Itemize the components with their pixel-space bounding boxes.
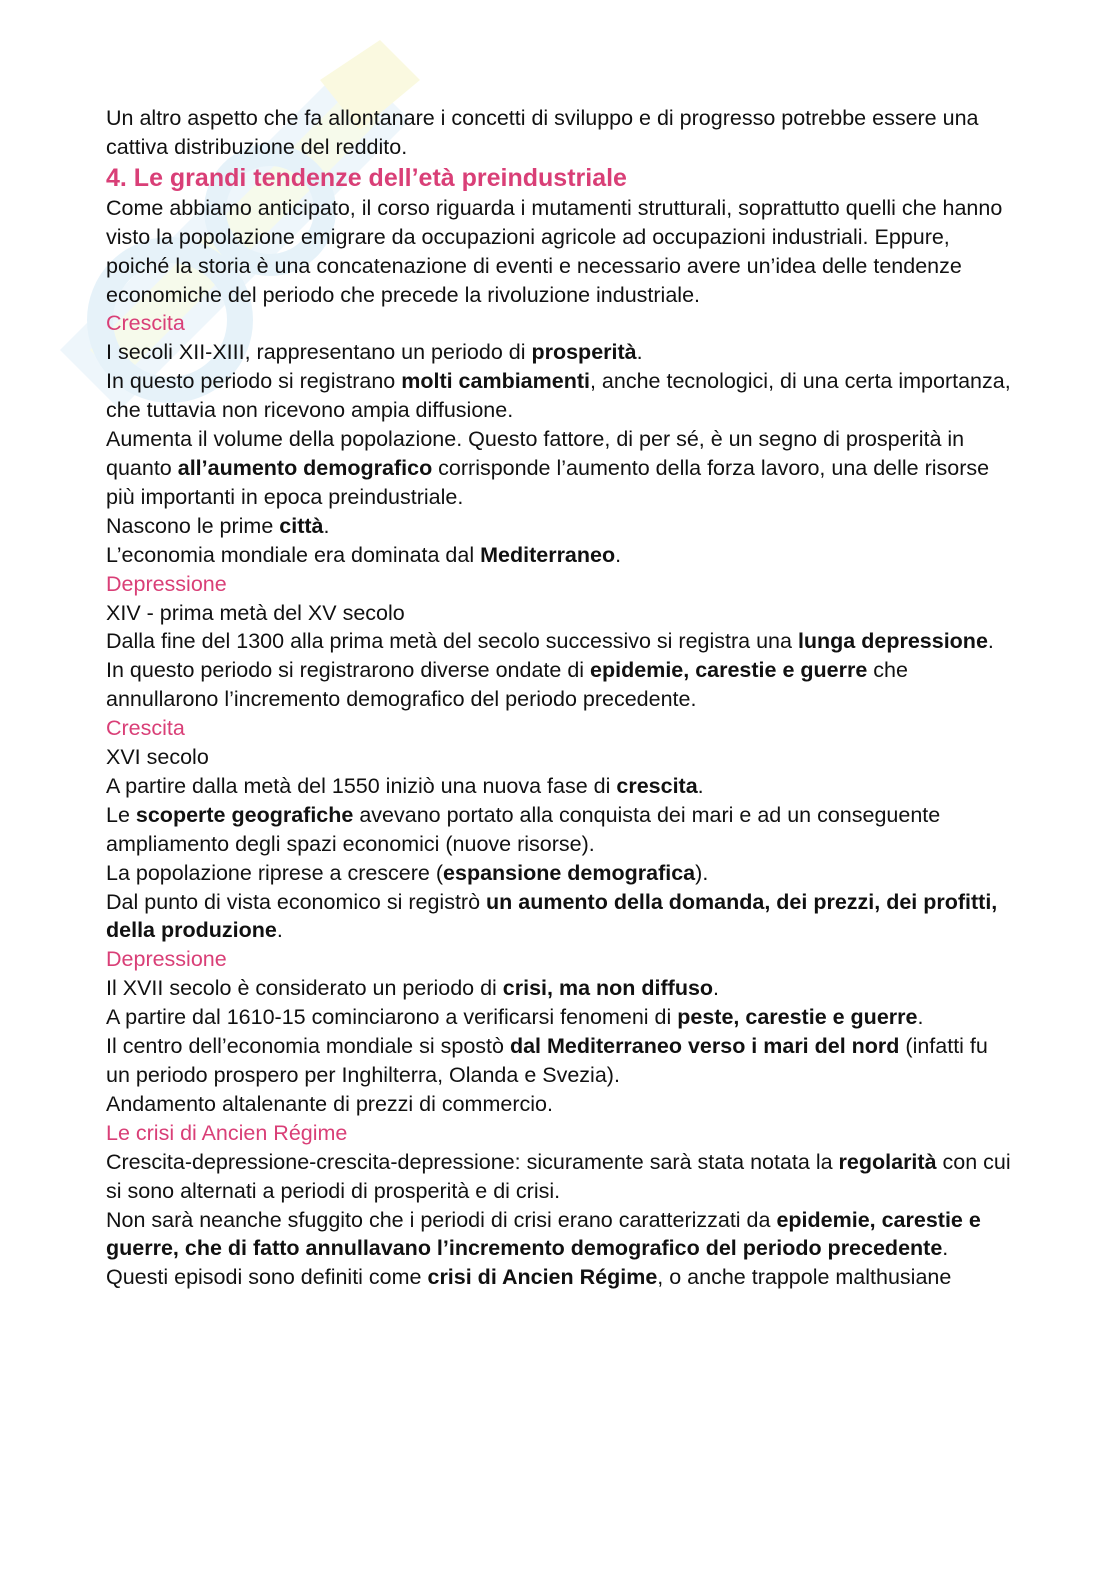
depressione-2-line-1: Il XVII secolo è considerato un periodo di crisi, ma non diffuso.: [106, 976, 720, 1001]
crescita-2-line-3: Le scoperte geografiche avevano portato alla conquista dei mari e ad un conseguente ampliamento degli spazi economici (nuove risorse).: [106, 802, 941, 856]
crescita-1-line-5: L’economia mondiale era dominata dal Mediterraneo.: [106, 542, 622, 567]
crisi-line-1: Crescita-depressione-crescita-depressione: sicuramente sarà stata notata la regolarità con cui si sono alternati a periodi di prosperità e di crisi.: [106, 1149, 1011, 1203]
crescita-2-line-5: Dal punto di vista economico si registrò un aumento della domanda, dei prezzi, dei profitti, della produzione.: [106, 889, 998, 943]
document-body: [106, 104, 1016, 1292]
crescita-2-line-4: La popolazione riprese a crescere (espansione demografica).: [106, 860, 709, 885]
crescita-1-line-3: Aumenta il volume della popolazione. Questo fattore, di per sé, è un segno di prosperità in quanto all’aumento demografico corrisponde l’aumento della forza lavoro, una delle risorse più importanti in epoca preindustriale.: [106, 427, 990, 509]
depressione-2-heading: Depressione: [106, 947, 227, 972]
depressione-1-line-3: In questo periodo si registrarono diverse ondate di epidemie, carestie e guerre che annullarono l’incremento demografico del periodo precedente.: [106, 658, 908, 712]
intro-paragraph: Un altro aspetto che fa allontanare i concetti di sviluppo e di progresso potrebbe essere una cattiva distribuzione del reddito.: [106, 106, 979, 159]
crisi-ancien-regime-heading: Le crisi di Ancien Régime: [106, 1120, 348, 1145]
depressione-1-heading: Depressione: [106, 571, 227, 596]
crisi-line-2: Non sarà neanche sfuggito che i periodi di crisi erano caratterizzati da epidemie, carestie e guerre, che di fatto annullavano l’incremento demografico del periodo precedente. Questi episodi sono definiti come crisi di Ancien Régime, o anche trappole malthusiane: [106, 1207, 981, 1290]
section-4-intro: Come abbiamo anticipato, il corso riguarda i mutamenti strutturali, soprattutto quelli che hanno visto la popolazione emigrare da occupazioni agricole ad occupazioni industriali. Eppure, poiché la storia è una concatenazione di eventi e necessario avere un’idea delle tendenze economiche del periodo che precede la rivoluzione industriale.: [106, 195, 1003, 307]
depressione-2-line-3: Il centro dell’economia mondiale si spostò dal Mediterraneo verso i mari del nord (infatti fu un periodo prospero per Inghilterra, Olanda e Svezia).: [106, 1034, 988, 1087]
depressione-1-line-2: Dalla fine del 1300 alla prima metà del secolo successivo si registra una lunga depressione.: [106, 629, 994, 654]
depressione-2-line-4: Andamento altalenante di prezzi di commercio.: [106, 1091, 553, 1116]
depressione-2-line-2: A partire dal 1610-15 cominciarono a verificarsi fenomeni di peste, carestie e guerre.: [106, 1005, 924, 1030]
crescita-1-heading: Crescita: [106, 311, 185, 336]
crescita-1-line-1: I secoli XII-XIII, rappresentano un periodo di prosperità.: [106, 340, 643, 365]
section-4-title: 4. Le grandi tendenze dell’età preindustriale: [106, 163, 627, 192]
crescita-1-line-2: In questo periodo si registrano molti cambiamenti, anche tecnologici, di una certa importanza, che tuttavia non ricevono ampia diffusione.: [106, 369, 1011, 423]
depressione-1-line-1: XIV - prima metà del XV secolo: [106, 600, 405, 625]
crescita-2-line-2: A partire dalla metà del 1550 iniziò una nuova fase di crescita.: [106, 773, 704, 798]
crescita-2-heading: Crescita: [106, 716, 185, 741]
crescita-1-line-4: Nascono le prime città.: [106, 513, 330, 538]
crescita-2-line-1: XVI secolo: [106, 745, 209, 770]
